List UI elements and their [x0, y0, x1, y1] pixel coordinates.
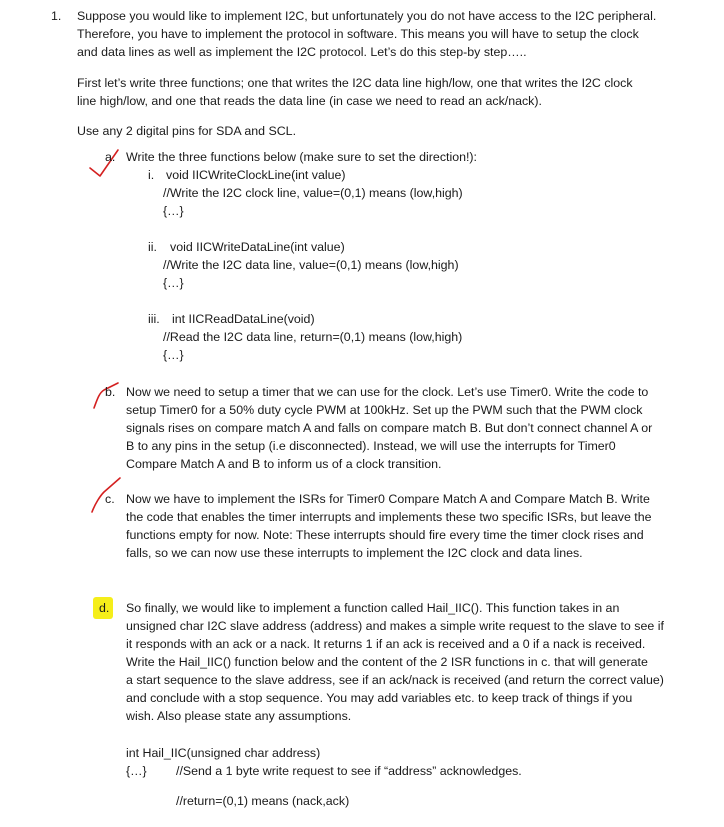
part-b-line-2: setup Timer0 for a 50% duty cycle PWM at 100kHz. Set up the PWM such that the PWM clock: [126, 403, 643, 417]
part-c-label: c.: [105, 492, 115, 506]
part-d-line-1: So finally, we would like to implement a function called Hail_IIC(). This function takes in an: [126, 601, 620, 615]
part-c-line-4: falls, so we can now use these interrupts to implement the I2C clock and data lines.: [126, 546, 583, 560]
part-d-line-5: a start sequence to the slave address, see if an ack/nack is received (and return the correct value): [126, 673, 664, 687]
part-d-line-3: it responds with an ack or a nack. It returns 1 if an ack is received and a 0 if a nack is received.: [126, 637, 646, 651]
hail-comment-2: //return=(0,1) means (nack,ack): [176, 794, 350, 808]
hail-signature: int Hail_IIC(unsigned char address): [126, 746, 321, 760]
func-3-body: {…}: [163, 348, 184, 362]
pins-note: Use any 2 digital pins for SDA and SCL.: [77, 124, 297, 138]
part-d-line-4: Write the Hail_IIC() function below and the content of the 2 ISR functions in c. that will generate: [126, 655, 648, 669]
part-b-line-4: B to any pins in the setup (i.e disconnected). Instead, we will use the interrupts for Timer0: [126, 439, 616, 453]
part-d-label: d.: [99, 601, 110, 615]
part-b-line-3: signals rises on compare match A and falls on compare match B. But don’t connect channel A or: [126, 421, 653, 435]
part-d-line-6: and conclude with a stop sequence. You may add variables etc. to keep track of things if you: [126, 691, 633, 705]
hail-comment-1: //Send a 1 byte write request to see if “address” acknowledges.: [176, 764, 522, 778]
func-3-num: iii.: [148, 312, 160, 326]
part-d-line-7: wish. Also please state any assumptions.: [126, 709, 352, 723]
func-1-comment: //Write the I2C clock line, value=(0,1) means (low,high): [163, 186, 463, 200]
part-b-label: b.: [105, 385, 116, 399]
intro-line-3: and data lines as well as implement the I2C protocol. Let’s do this step-by step…..: [77, 45, 527, 59]
func-2-body: {…}: [163, 276, 184, 290]
intro-line-2: Therefore, you have to implement the protocol in software. This means you will have to setup the clock: [77, 27, 639, 41]
first-line-1: First let’s write three functions; one that writes the I2C data line high/low, one that writes the I2C clock: [77, 76, 633, 90]
func-3-signature: int IICReadDataLine(void): [172, 312, 315, 326]
part-a-text: Write the three functions below (make sure to set the direction!):: [126, 150, 478, 164]
question-number: 1.: [51, 9, 62, 23]
part-c-line-1: Now we have to implement the ISRs for Timer0 Compare Match A and Compare Match B. Write: [126, 492, 650, 506]
part-b-line-5: Compare Match A and B to inform us of a clock transition.: [126, 457, 442, 471]
func-2-num: ii.: [148, 240, 157, 254]
part-c-line-2: the code that enables the timer interrupts and implements these two specific ISRs, but leave the: [126, 510, 652, 524]
func-1-body: {…}: [163, 204, 184, 218]
part-d-line-2: unsigned char I2C slave address (address) and makes a simple write request to the slave to see if: [126, 619, 664, 633]
func-1-signature: void IICWriteClockLine(int value): [166, 168, 346, 182]
part-b-line-1: Now we need to setup a timer that we can use for the clock. Let’s use Timer0. Write the code to: [126, 385, 649, 399]
intro-line-1: Suppose you would like to implement I2C, but unfortunately you do not have access to the I2C peripheral.: [77, 9, 657, 23]
part-a-label: a.: [105, 150, 116, 164]
part-c-line-3: functions empty for now. Note: These interrupts should fire every time the timer clock rises and: [126, 528, 644, 542]
hail-body: {…}: [126, 764, 147, 778]
func-1-num: i.: [148, 168, 155, 182]
func-2-comment: //Write the I2C data line, value=(0,1) means (low,high): [163, 258, 459, 272]
first-line-2: line high/low, and one that reads the data line (in case we need to read an ack/nack).: [77, 94, 542, 108]
func-2-signature: void IICWriteDataLine(int value): [170, 240, 345, 254]
func-3-comment: //Read the I2C data line, return=(0,1) means (low,high): [163, 330, 463, 344]
